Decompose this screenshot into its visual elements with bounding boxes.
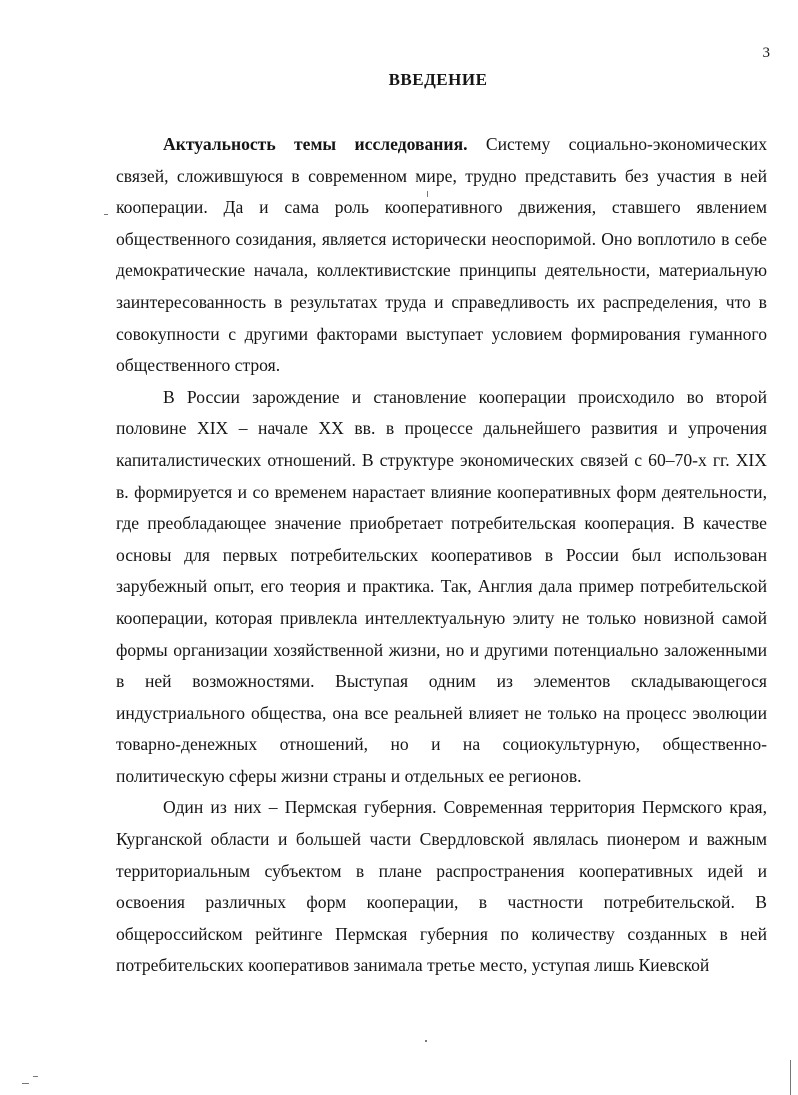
paragraph-relevance bbox=[116, 129, 767, 382]
paragraph-lead-heading: Актуальность темы исследования. bbox=[163, 134, 468, 154]
page-title: ВВЕДЕНИЕ bbox=[388, 70, 488, 89]
scan-speck bbox=[427, 191, 428, 197]
body-text bbox=[116, 129, 767, 982]
page-number: 3 bbox=[762, 45, 770, 61]
scan-speck bbox=[104, 214, 108, 215]
paragraph-relevance-text: Систему социально-экономических связей, сложившуюся в современном мире, трудно представить без участия в ней кооперации. Да и сама роль кооперативного движения, ставшего явлением общественного созидания, является исторически неоспоримой. Оно воплотило в себе демократические начала, коллективистские принципы деятельности, материальную заинтересованность в результатах труда и справедливость их распределения, что в совокупности с другими факторами выступает условием формирования гуманного общественного строя. bbox=[116, 134, 767, 376]
paragraph-russia-cooperation: В России зарождение и становление кооперации происходило во второй половине XIX – начале XX вв. в процессе дальнейшего развития и упрочения капиталистических отношений. В структуре экономических связей с 60–70-х гг. XIX в. формируется и со временем нарастает влияние кооперативных форм деятельности, где преобладающее значение приобретает потребительская кооперация. В качестве основы для первых потребительских кооперативов в России был использован зарубежный опыт, его теория и практика. Так, Англия дала пример потребительской кооперации, которая привлекла интеллектуальную элиту не только новизной самой формы организации хозяйственной жизни, но и другими потенциально заложенными в ней возможностями. Выступая одним из элементов складывающегося индустриального общества, она все реальней влияет не только на процесс эволюции товарно-денежных отношений, но и на социокультурную, общественно-политическую сферы жизни страны и отдельных ее регионов. bbox=[116, 386, 767, 786]
paragraph-perm-province: Один из них – Пермская губерния. Современная территория Пермского края, Курганской области и большей части Свердловской являлась пионером и важным территориальным субъектом в плане распространения кооперативных идей и освоения различных форм кооперации, в частности потребительской. В общероссийском рейтинге Пермская губерния по количеству созданных в ней потребительских кооперативов занимала третье место, уступая лишь Киевской bbox=[116, 797, 767, 976]
scan-speck bbox=[425, 1040, 427, 1042]
scan-edge-line bbox=[790, 1060, 791, 1095]
scan-speck bbox=[22, 1083, 29, 1084]
scan-speck bbox=[33, 1076, 38, 1077]
